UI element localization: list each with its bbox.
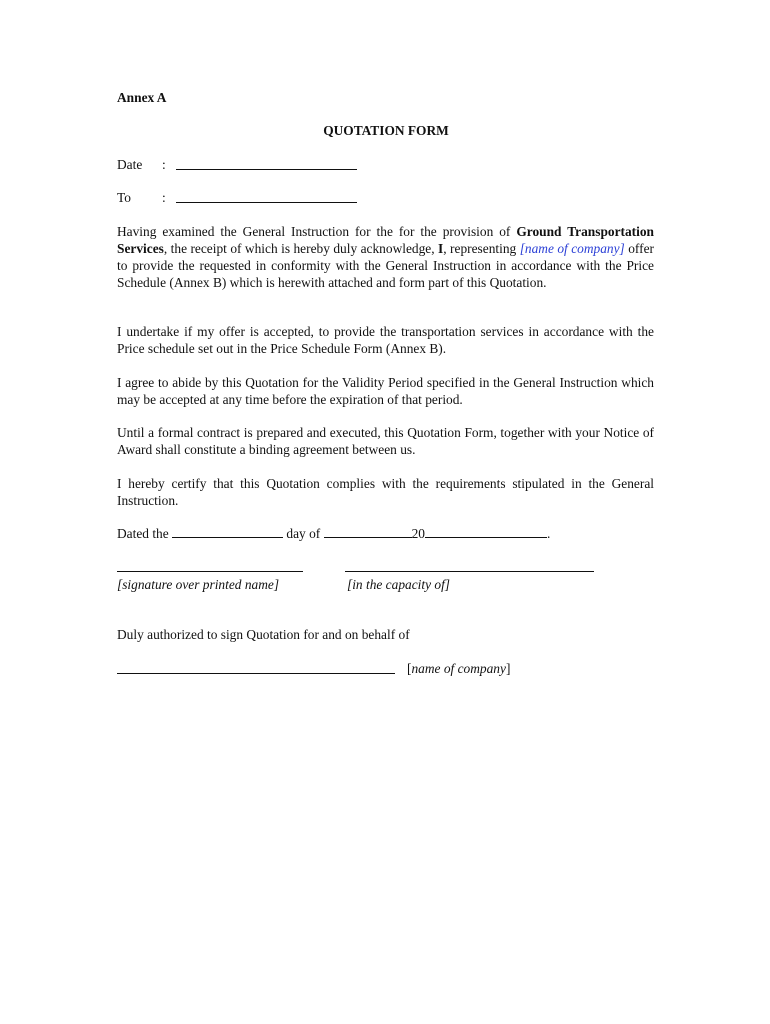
paragraph-undertaking: I undertake if my offer is accepted, to provide the transportation services in accordance with the Price schedule set out in the Price Schedule Form (Annex B). — [117, 324, 654, 356]
paragraph-1-pronoun: I — [438, 241, 444, 256]
company-caption-text: name of company — [411, 661, 506, 676]
paragraph-examination — [117, 223, 654, 291]
dated-prefix: Dated the — [117, 526, 169, 541]
signature-line[interactable] — [117, 571, 303, 572]
dated-day-of: day of — [286, 526, 321, 541]
to-label: To — [117, 190, 131, 205]
company-caption-open: [ — [407, 661, 412, 676]
annex-label: Annex A — [117, 90, 167, 105]
company-caption-close: ] — [505, 661, 511, 676]
date-label: Date — [117, 157, 143, 172]
dated-month-blank[interactable] — [324, 525, 412, 538]
company-name-placeholder[interactable]: [name of company] — [519, 241, 625, 256]
date-colon: : — [162, 157, 166, 172]
to-blank-line[interactable] — [176, 202, 357, 203]
paragraph-validity: I agree to abide by this Quotation for the Validity Period specified in the General Instruction which may be accepted at any time before the expiration of that period. — [117, 375, 654, 407]
capacity-caption: [in the capacity of] — [347, 577, 451, 592]
to-colon: : — [162, 190, 166, 205]
paragraph-1-text-a: Having examined the General Instruction for the for the provision of — [117, 224, 517, 239]
dated-line — [117, 525, 550, 542]
document-title — [0, 122, 770, 139]
paragraph-1-service-name: Ground Transportation Services — [117, 224, 655, 256]
dated-year-prefix: 20 — [411, 526, 425, 541]
dated-year-blank[interactable] — [425, 525, 547, 538]
document-title-text: QUOTATION FORM — [323, 123, 449, 138]
authorization-text: Duly authorized to sign Quotation for and on behalf of — [117, 627, 410, 642]
dated-day-blank[interactable] — [172, 525, 283, 538]
dated-end: . — [547, 526, 551, 541]
paragraph-certification: I hereby certify that this Quotation complies with the requirements stipulated in the General Instruction. — [117, 476, 654, 508]
paragraph-1-text-c: , representing — [443, 241, 520, 256]
capacity-line[interactable] — [345, 571, 594, 572]
signature-caption: [signature over printed name] — [117, 577, 280, 592]
paragraph-binding-agreement: Until a formal contract is prepared and executed, this Quotation Form, together with your Notice of Award shall constitute a binding agreement between us. — [117, 425, 654, 457]
company-name-caption — [407, 660, 510, 677]
paragraph-1-text-b: , the receipt of which is hereby duly acknowledge, — [163, 241, 439, 256]
company-name-line[interactable] — [117, 673, 395, 674]
date-blank-line[interactable] — [176, 169, 357, 170]
paragraph-1-text-d: offer to provide the requested in conformity with the General Instruction in accordance with the Price Schedule (Annex B) which is herewith attached and form part of this Quotation. — [117, 241, 654, 290]
